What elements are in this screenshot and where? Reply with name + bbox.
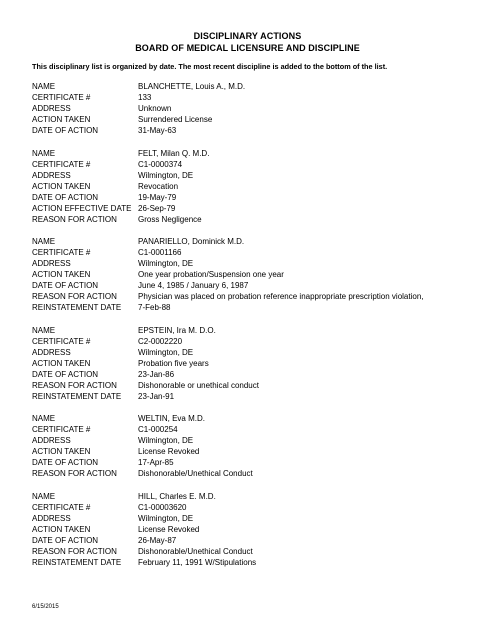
field-value: BLANCHETTE, Louis A., M.D.	[138, 82, 246, 91]
field-label: CERTIFICATE #	[32, 93, 91, 102]
record-field-row	[32, 424, 472, 435]
field-label: ACTION TAKEN	[32, 524, 91, 534]
record-field-row	[32, 92, 472, 103]
document-subtitle: BOARD OF MEDICAL LICENSURE AND DISCIPLINE	[135, 43, 360, 53]
field-value: C1-000254	[138, 425, 178, 434]
field-label: NAME	[32, 325, 56, 335]
disciplinary-records	[32, 81, 472, 579]
field-label: NAME	[32, 414, 56, 423]
record-field-row	[32, 114, 472, 125]
field-label: NAME	[32, 237, 56, 246]
field-label: ADDRESS	[32, 513, 71, 523]
field-value: C1-00003620	[138, 502, 187, 512]
record-field-row	[32, 358, 472, 369]
record-block	[32, 148, 472, 225]
record-field-row	[32, 413, 472, 424]
document-title: DISCIPLINARY ACTIONS	[193, 31, 302, 41]
field-label: REINSTATEMENT DATE	[32, 391, 122, 401]
record-field-row	[32, 236, 472, 247]
field-label: ACTION TAKEN	[32, 447, 91, 456]
field-label: ACTION TAKEN	[32, 115, 91, 124]
field-value: February 11, 1991 W/Stipulations	[138, 557, 257, 567]
record-block	[32, 236, 472, 313]
record-field-row	[32, 291, 472, 302]
field-value: One year probation/Suspension one year	[138, 270, 284, 279]
field-value: C1-0000374	[138, 159, 183, 169]
field-value: C1-0001166	[138, 248, 182, 257]
record-field-row	[32, 513, 472, 524]
field-value: Dishonorable/Unethical Conduct	[138, 546, 253, 556]
field-value: 26-May-87	[138, 535, 177, 545]
field-value: C2-0002220	[138, 336, 183, 346]
field-label: REASON FOR ACTION	[32, 214, 117, 224]
field-value: 133	[138, 93, 152, 102]
field-label: NAME	[32, 148, 56, 158]
field-label: ADDRESS	[32, 347, 71, 357]
field-label: ADDRESS	[32, 259, 71, 268]
record-field-row	[32, 103, 472, 114]
field-value: Dishonorable or unethical conduct	[138, 380, 259, 390]
list-note: This disciplinary list is organized by date. The most recent discipline is added to the bottom of the list.	[32, 62, 388, 71]
record-field-row	[32, 181, 472, 192]
field-value: License Revoked	[138, 447, 200, 456]
field-label: DATE OF ACTION	[32, 535, 99, 545]
field-value: HILL, Charles E. M.D.	[138, 491, 216, 501]
field-label: CERTIFICATE #	[32, 159, 91, 169]
field-value: PANARIELLO, Dominick M.D.	[138, 237, 245, 246]
record-field-row	[32, 125, 472, 136]
record-field-row	[32, 502, 472, 513]
field-value: Wilmington, DE	[138, 347, 194, 357]
field-label: REASON FOR ACTION	[32, 292, 117, 301]
field-label: REASON FOR ACTION	[32, 380, 117, 390]
field-label: ACTION TAKEN	[32, 181, 91, 191]
record-field-row	[32, 269, 472, 280]
field-value: Revocation	[138, 181, 179, 191]
field-label: DATE OF ACTION	[32, 126, 99, 135]
field-label: REASON FOR ACTION	[32, 546, 117, 556]
record-field-row	[32, 192, 472, 203]
record-field-row	[32, 391, 472, 402]
record-field-row	[32, 258, 472, 269]
field-label: ACTION TAKEN	[32, 270, 91, 279]
field-label: ACTION TAKEN	[32, 358, 91, 368]
field-label: DATE OF ACTION	[32, 369, 99, 379]
field-label: DATE OF ACTION	[32, 458, 99, 467]
field-label: DATE OF ACTION	[32, 281, 99, 290]
record-field-row	[32, 468, 472, 479]
record-block	[32, 325, 472, 402]
record-block	[32, 413, 472, 479]
field-value: Wilmington, DE	[138, 170, 194, 180]
field-label: CERTIFICATE #	[32, 425, 91, 434]
field-value: 31-May-63	[138, 126, 177, 135]
record-field-row	[32, 159, 472, 170]
record-field-row	[32, 325, 472, 336]
field-value: Wilmington, DE	[138, 259, 194, 268]
field-value: Wilmington, DE	[138, 513, 194, 523]
record-field-row	[32, 214, 472, 225]
field-value: Dishonorable/Unethical Conduct	[138, 469, 253, 478]
record-field-row	[32, 535, 472, 546]
field-label: CERTIFICATE #	[32, 248, 91, 257]
field-label: NAME	[32, 82, 56, 91]
field-label: REINSTATEMENT DATE	[32, 557, 122, 567]
field-value: 26-Sep-79	[138, 203, 176, 213]
field-value: June 4, 1985 / January 6, 1987	[138, 281, 249, 290]
record-field-row	[32, 280, 472, 291]
field-value: EPSTEIN, Ira M. D.O.	[138, 325, 216, 335]
field-value: FELT, Milan Q. M.D.	[138, 148, 210, 158]
field-value: Physician was placed on probation reference inappropriate prescription violation,	[138, 292, 424, 301]
record-field-row	[32, 336, 472, 347]
field-label: CERTIFICATE #	[32, 336, 91, 346]
record-field-row	[32, 380, 472, 391]
field-label: DATE OF ACTION	[32, 192, 99, 202]
field-label: REASON FOR ACTION	[32, 469, 117, 478]
field-value: 23-Jan-86	[138, 369, 175, 379]
field-value: 23-Jan-91	[138, 391, 175, 401]
record-field-row	[32, 457, 472, 468]
field-value: 17-Apr-85	[138, 458, 174, 467]
record-field-row	[32, 203, 472, 214]
field-label: ADDRESS	[32, 170, 71, 180]
field-value: Wilmington, DE	[138, 436, 194, 445]
record-field-row	[32, 347, 472, 358]
field-label: ACTION EFFECTIVE DATE	[32, 203, 132, 213]
field-label: REINSTATEMENT DATE	[32, 303, 122, 312]
record-field-row	[32, 369, 472, 380]
footer-date: 6/15/2015	[32, 604, 59, 610]
field-value: 7-Feb-88	[138, 303, 171, 312]
record-field-row	[32, 546, 472, 557]
field-label: ADDRESS	[32, 436, 71, 445]
record-field-row	[32, 491, 472, 502]
field-value: Unknown	[138, 104, 172, 113]
record-field-row	[32, 148, 472, 159]
field-value: 19-May-79	[138, 192, 177, 202]
field-value: Surrendered License	[138, 115, 213, 124]
field-label: NAME	[32, 491, 56, 501]
record-field-row	[32, 170, 472, 181]
field-value: WELTIN, Eva M.D.	[138, 414, 205, 423]
record-block	[32, 491, 472, 568]
record-block	[32, 81, 472, 136]
record-field-row	[32, 247, 472, 258]
field-label: CERTIFICATE #	[32, 502, 91, 512]
field-value: Gross Negligence	[138, 214, 202, 224]
record-field-row	[32, 557, 472, 568]
record-field-row	[32, 446, 472, 457]
field-label: ADDRESS	[32, 104, 71, 113]
record-field-row	[32, 302, 472, 313]
record-field-row	[32, 524, 472, 535]
record-field-row	[32, 435, 472, 446]
field-value: License Revoked	[138, 524, 200, 534]
record-field-row	[32, 81, 472, 92]
field-value: Probation five years	[138, 358, 209, 368]
